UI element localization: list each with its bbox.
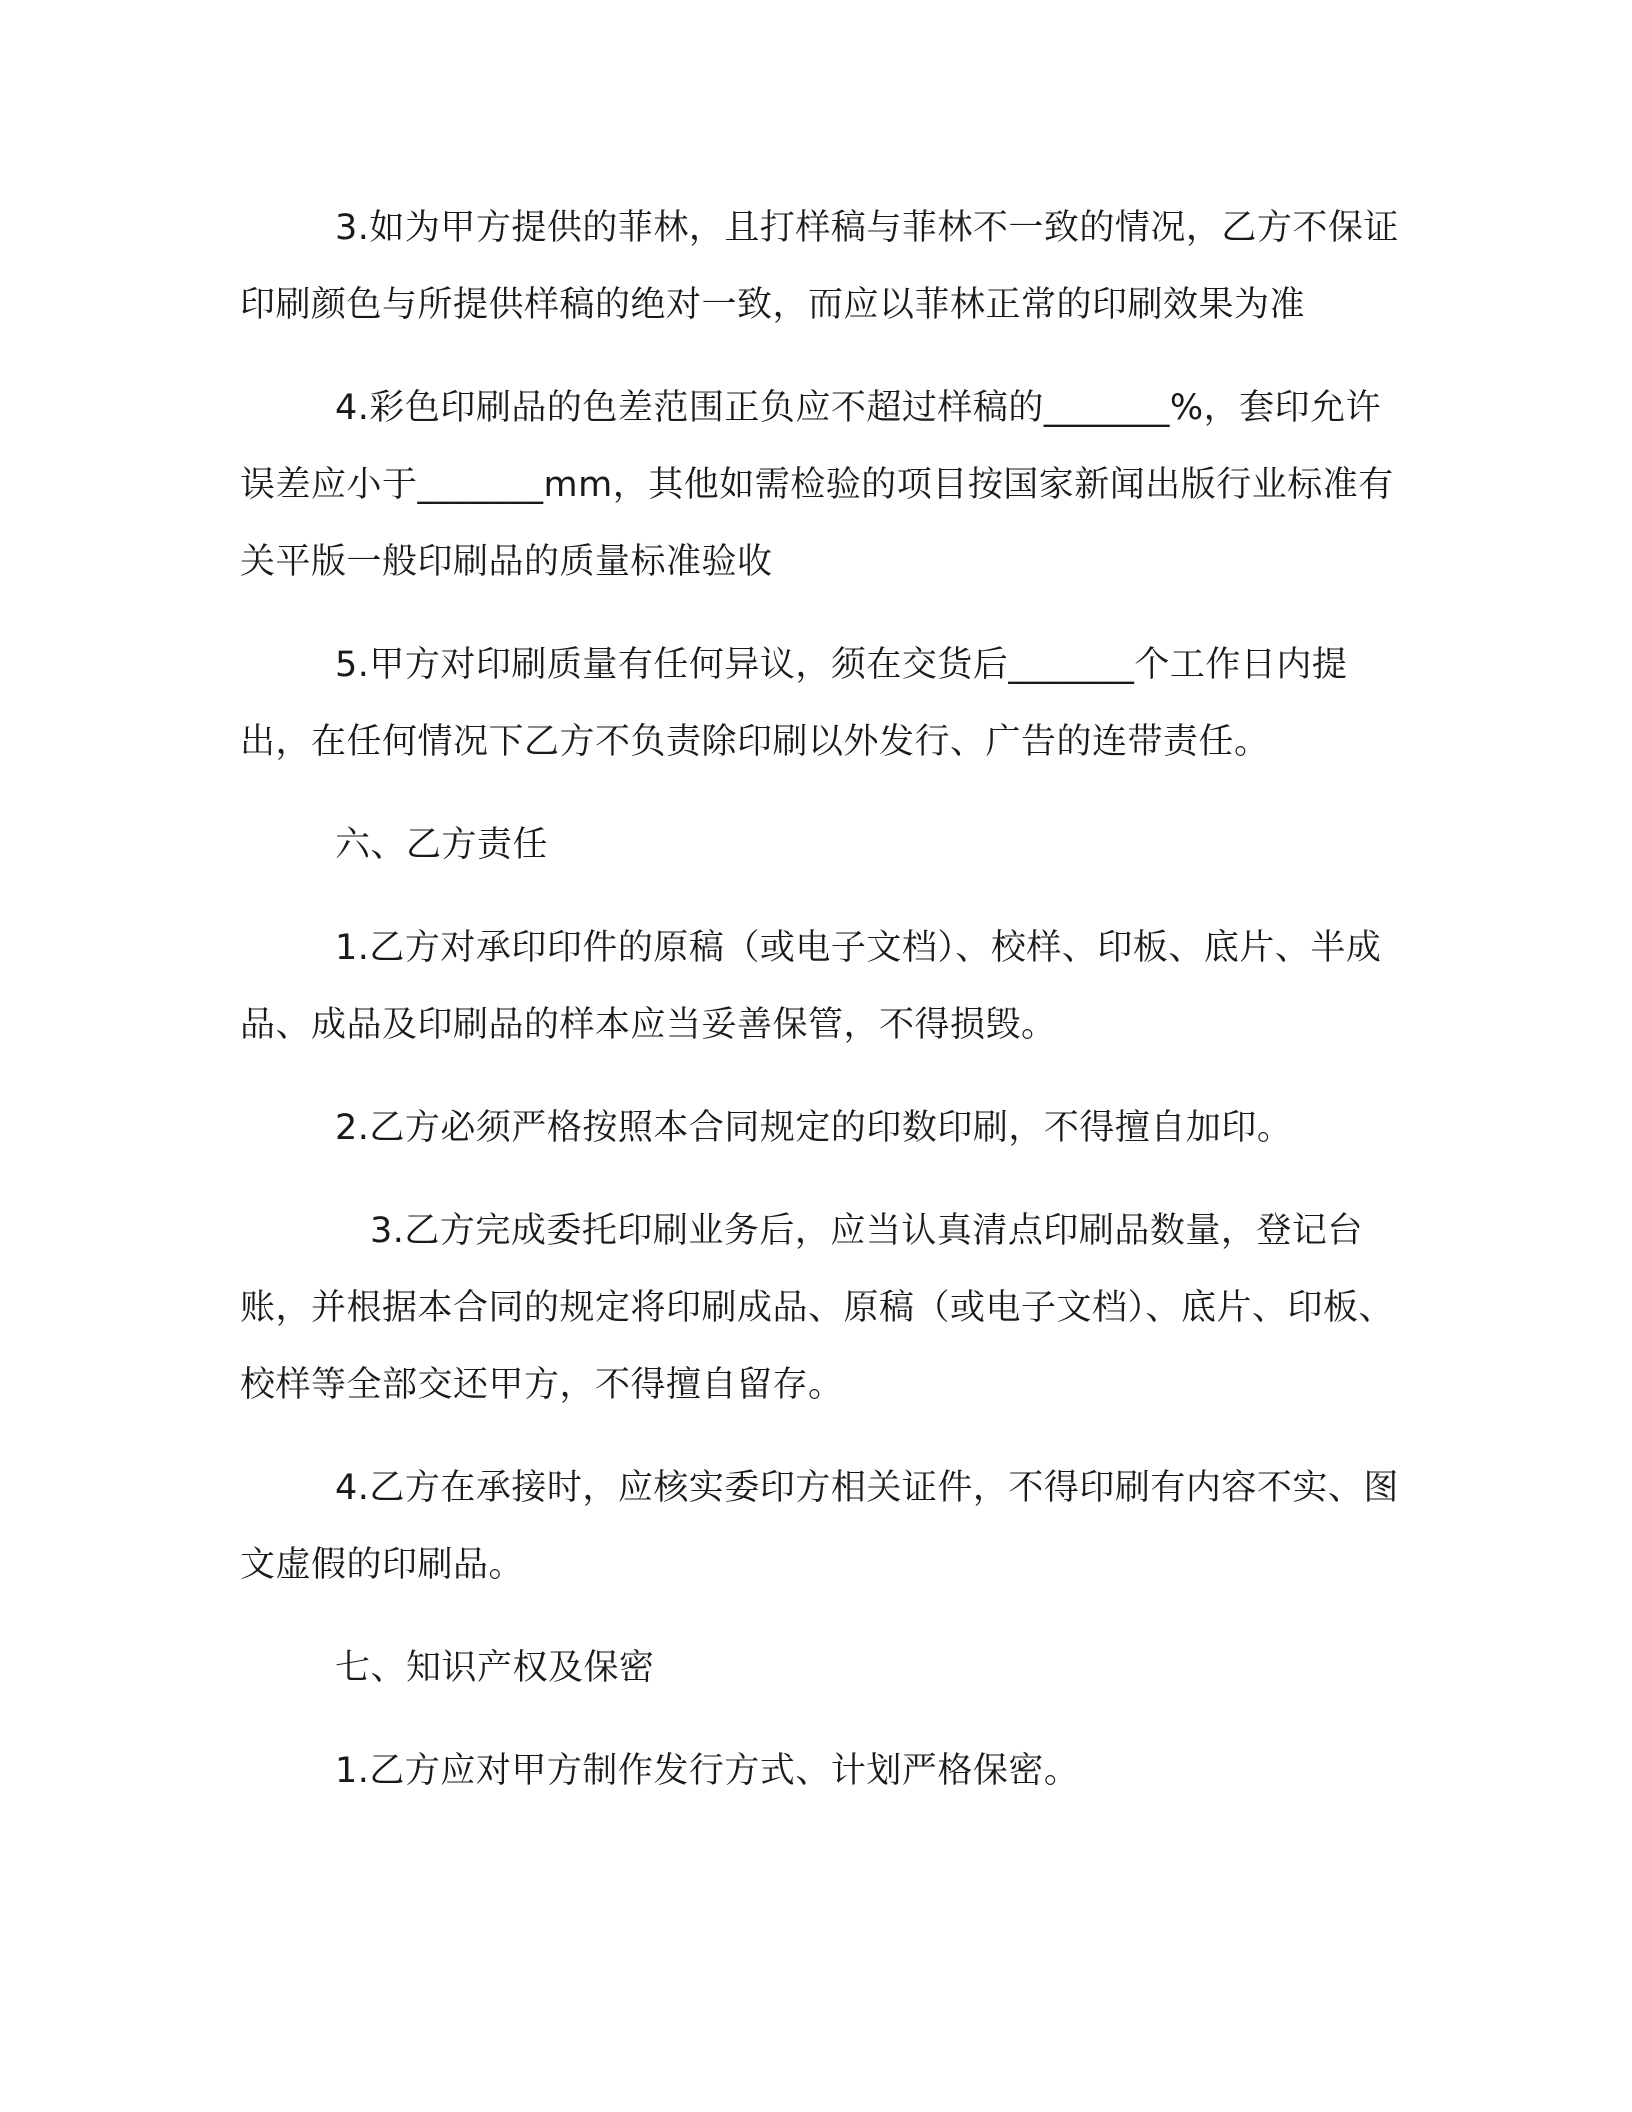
paragraph-section7-item1: 1.乙方应对甲方制作发行方式、计划严格保密。	[335, 1751, 1080, 1791]
paragraph-section6-item3: 3.乙方完成委托印刷业务后，应当认真清点印刷品数量，登记台账，并根据本合同的规定将印刷成品、原稿（或电子文档）、底片、印板、校样等全部交还甲方，不得擅自留存。	[240, 1211, 1395, 1405]
paragraph-section6-item2: 2.乙方必须严格按照本合同规定的印数印刷，不得擅自加印。	[335, 1108, 1293, 1148]
paragraph-section6-item1: 1.乙方对承印印件的原稿（或电子文档）、校样、印板、底片、半成品、成品及印刷品的样本应当妥善保管，不得损毁。	[240, 928, 1382, 1045]
document-body	[240, 190, 1400, 1836]
paragraph-section5-item4: 4.彩色印刷品的色差范围正负应不超过样稿的_______%，套印允许误差应小于_______mm，其他如需检验的项目按国家新闻出版行业标准有关平版一般印刷品的质量标准验收	[240, 388, 1394, 582]
paragraph-section6-item4: 4.乙方在承接时，应核实委印方相关证件，不得印刷有内容不实、图文虚假的印刷品。	[240, 1468, 1399, 1585]
paragraph-section5-item5: 5.甲方对印刷质量有任何异议，须在交货后_______个工作日内提出，在任何情况下乙方不负责除印刷以外发行、广告的连带责任。	[240, 645, 1348, 762]
section-heading-7: 七、知识产权及保密	[335, 1648, 655, 1688]
section-heading-6: 六、乙方责任	[335, 825, 549, 865]
paragraph-section5-item3: 3.如为甲方提供的菲林，且打样稿与菲林不一致的情况，乙方不保证印刷颜色与所提供样稿的绝对一致，而应以菲林正常的印刷效果为准	[240, 208, 1399, 325]
